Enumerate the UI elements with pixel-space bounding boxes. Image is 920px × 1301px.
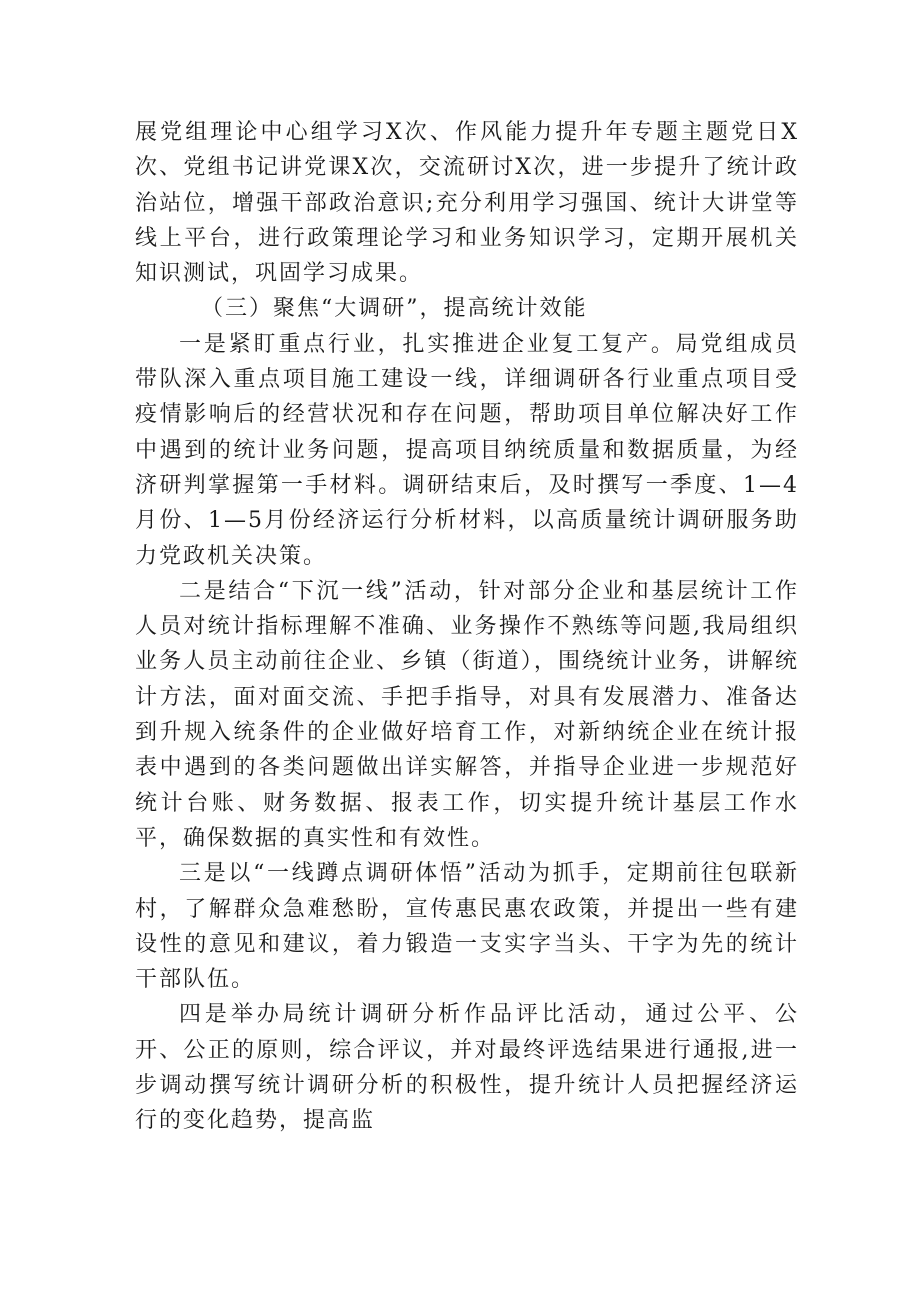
paragraph-item-three: 三是以“一线蹲点调研体悟”活动为抓手，定期前往包联新村，了解群众急难愁盼，宣传惠民惠农政策，并提出一些有建设性的意见和建议，着力锻造一支实字当头、干字为先的统计干部队伍。 [135, 861, 799, 993]
paragraph-item-four: 四是举办局统计调研分析作品评比活动，通过公平、公开、公正的原则，综合评议，并对最终评选结果进行通报,进一步调动撰写统计调研分析的积极性，提升统计人员把握经济运行的变化趋势，提高监 [135, 1002, 799, 1134]
document-body [135, 115, 799, 1139]
paragraph-item-one: 一是紧盯重点行业，扎实推进企业复工复产。局党组成员带队深入重点项目施工建设一线，详细调研各行业重点项目受疫情影响后的经营状况和存在问题，帮助项目单位解决好工作中遇到的统计业务问题，提高项目纳统质量和数据质量，为经济研判掌握第一手材料。调研结束后，及时撰写一季度、1—4月份、1—5月份经济运行分析材料，以高质量统计调研服务助力党政机关决策。 [135, 331, 799, 569]
paragraph-item-two: 二是结合“下沉一线”活动，针对部分企业和基层统计工作人员对统计指标理解不准确、业务操作不熟练等问题,我局组织业务人员主动前往企业、乡镇（街道），围绕统计业务，讲解统计方法，面对面交流、手把手指导，对具有发展潜力、准备达到升规入统条件的企业做好培育工作，对新纳统企业在统计报表中遇到的各类问题做出详实解答，并指导企业进一步规范好统计台账、财务数据、报表工作，切实提升统计基层工作水平，确保数据的真实性和有效性。 [135, 578, 799, 851]
paragraph-continuation: 展党组理论中心组学习X次、作风能力提升年专题主题党日X次、党组书记讲党课X次，交流研讨X次，进一步提升了统计政治站位，增强干部政治意识;充分利用学习强国、统计大讲堂等线上平台，进行政策理论学习和业务知识学习，定期开展机关知识测试，巩固学习成果。 [135, 120, 799, 287]
section-heading: （三）聚焦“大调研”，提高统计效能 [201, 296, 588, 322]
